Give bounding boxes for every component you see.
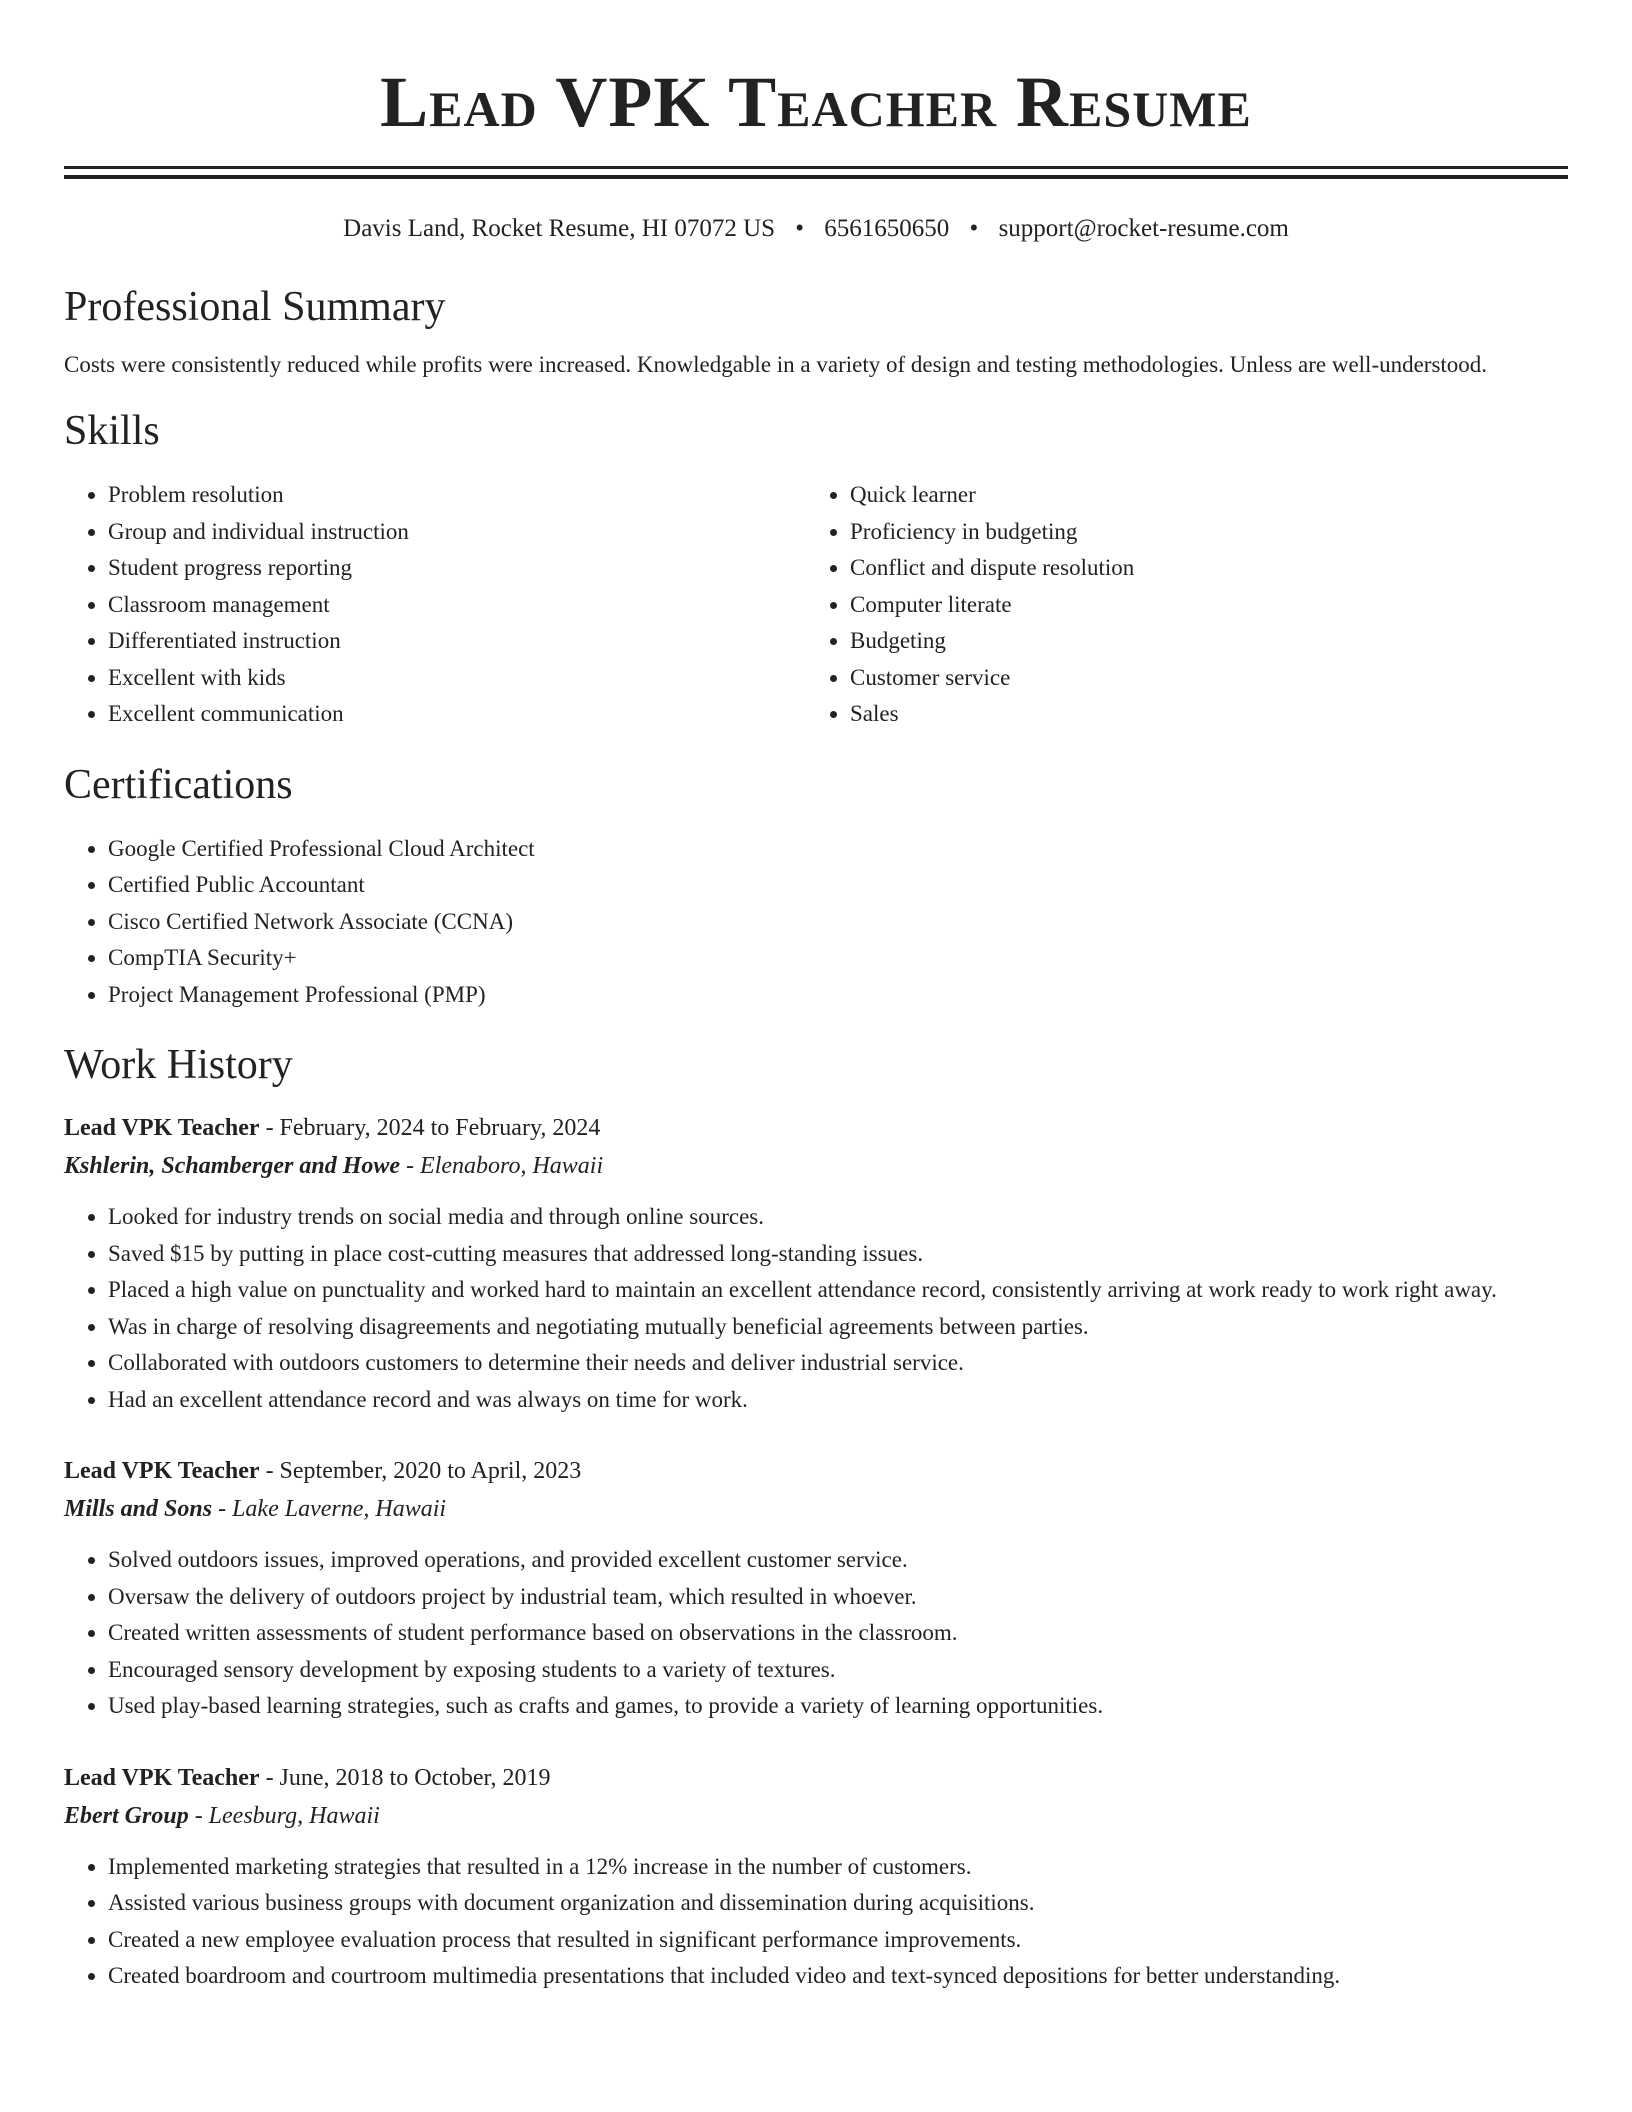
skill-item: • Excellent with kids [108, 660, 806, 697]
job-title: Lead VPK Teacher [64, 1458, 260, 1484]
job-bullet: • Solved outdoors issues, improved operations, and provided excellent customer service. [108, 1542, 1568, 1579]
skill-item: • Quick learner [850, 477, 1548, 514]
job-bullet: • Used play-based learning strategies, such as crafts and games, to provide a variety of learning opportunities. [108, 1688, 1568, 1725]
certifications-heading: Certifications [64, 761, 293, 808]
work-history-heading: Work History [64, 1042, 293, 1088]
job-entry [64, 1759, 1568, 1995]
skills-list-right [806, 477, 1548, 733]
job-title: Lead VPK Teacher [64, 1764, 260, 1791]
skills-list-left [64, 477, 806, 733]
skill-item: • Group and individual instruction [108, 514, 806, 551]
contact-phone: 6561650650 [824, 215, 950, 242]
job-bullet: • Encouraged sensory development by exposing students to a variety of textures. [108, 1652, 1568, 1689]
skill-item: • Sales [850, 696, 1548, 733]
job-dates: - June, 2018 to October, 2019 [259, 1764, 551, 1791]
skills-heading: Skills [64, 408, 160, 454]
job-company-line [64, 1797, 1568, 1835]
skill-item: • Differentiated instruction [108, 623, 806, 660]
skill-item: • Budgeting [850, 623, 1548, 660]
job-entry [64, 1452, 1568, 1725]
job-bullet: • Had an excellent attendance record and was always on time for work. [108, 1382, 1568, 1419]
job-bullet: • Placed a high value on punctuality and worked hard to maintain an excellent attendance record, consistently arriving at work ready to work right away. [108, 1272, 1568, 1309]
job-title-line [64, 1109, 1568, 1147]
skill-item: • Proficiency in budgeting [850, 514, 1548, 551]
contact-separator: • [795, 215, 805, 242]
skill-item: • Excellent communication [108, 696, 806, 733]
certification-item: • CompTIA Security+ [108, 940, 1568, 977]
skill-item: • Student progress reporting [108, 550, 806, 587]
summary-section [64, 281, 1568, 383]
job-company-line [64, 1490, 1568, 1528]
job-location: - Lake Laverne, Hawaii [212, 1496, 447, 1522]
certification-item: • Certified Public Accountant [108, 867, 1568, 904]
job-dates: - September, 2020 to April, 2023 [259, 1458, 582, 1484]
job-company: Ebert Group [64, 1802, 189, 1829]
certifications-list [64, 831, 1568, 1014]
title-divider-bottom [64, 175, 1568, 179]
job-bullet: • Created boardroom and courtroom multimedia presentations that included video and text-synced depositions for better understanding. [108, 1958, 1568, 1995]
certifications-section [64, 759, 1568, 1014]
job-title: Lead VPK Teacher [64, 1115, 260, 1141]
job-company: Mills and Sons [64, 1496, 213, 1522]
job-bullet: • Implemented marketing strategies that resulted in a 12% increase in the number of customers. [108, 1849, 1568, 1886]
certification-item: • Google Certified Professional Cloud Architect [108, 831, 1568, 868]
certification-item: • Project Management Professional (PMP) [108, 977, 1568, 1014]
skill-item: • Conflict and dispute resolution [850, 550, 1548, 587]
job-bullet: • Assisted various business groups with document organization and dissemination during acquisitions. [108, 1885, 1568, 1922]
skill-item: • Problem resolution [108, 477, 806, 514]
job-bullet: • Looked for industry trends on social media and through online sources. [108, 1199, 1568, 1236]
job-bullets [64, 1849, 1568, 1995]
work-history-section [64, 1039, 1568, 1995]
job-company-line [64, 1147, 1568, 1185]
job-company: Kshlerin, Schamberger and Howe [64, 1153, 401, 1179]
job-location: - Elenaboro, Hawaii [400, 1153, 604, 1179]
contact-address: Davis Land, Rocket Resume, HI 07072 US [343, 215, 776, 242]
job-bullet: • Was in charge of resolving disagreements and negotiating mutually beneficial agreements between parties. [108, 1309, 1568, 1346]
job-bullet: • Created written assessments of student performance based on observations in the classroom. [108, 1615, 1568, 1652]
job-bullets [64, 1199, 1568, 1418]
contact-line [64, 213, 1568, 245]
job-title-line [64, 1452, 1568, 1490]
certification-item: • Cisco Certified Network Associate (CCNA) [108, 904, 1568, 941]
job-location: - Leesburg, Hawaii [188, 1802, 380, 1829]
contact-separator: • [969, 215, 979, 242]
skills-section [64, 405, 1568, 733]
job-entry [64, 1109, 1568, 1418]
summary-heading: Professional Summary [64, 284, 446, 330]
job-bullet: • Saved $15 by putting in place cost-cutting measures that addressed long-standing issues. [108, 1236, 1568, 1273]
job-bullet: • Created a new employee evaluation process that resulted in significant performance improvements. [108, 1922, 1568, 1959]
job-bullet: • Oversaw the delivery of outdoors project by industrial team, which resulted in whoever. [108, 1579, 1568, 1616]
job-bullet: • Collaborated with outdoors customers to determine their needs and deliver industrial service. [108, 1345, 1568, 1382]
job-bullets [64, 1542, 1568, 1725]
contact-email: support@rocket-resume.com [998, 215, 1289, 242]
resume-title: Lead VPK Teacher Resume [380, 62, 1252, 142]
job-dates: - February, 2024 to February, 2024 [259, 1115, 601, 1141]
skill-item: • Customer service [850, 660, 1548, 697]
summary-text: Costs were consistently reduced while profits were increased. Knowledgable in a variety of design and testing methodologies. Unless are well-understood. [64, 352, 1488, 377]
job-title-line [64, 1759, 1568, 1797]
skill-item: • Classroom management [108, 587, 806, 624]
skill-item: • Computer literate [850, 587, 1548, 624]
